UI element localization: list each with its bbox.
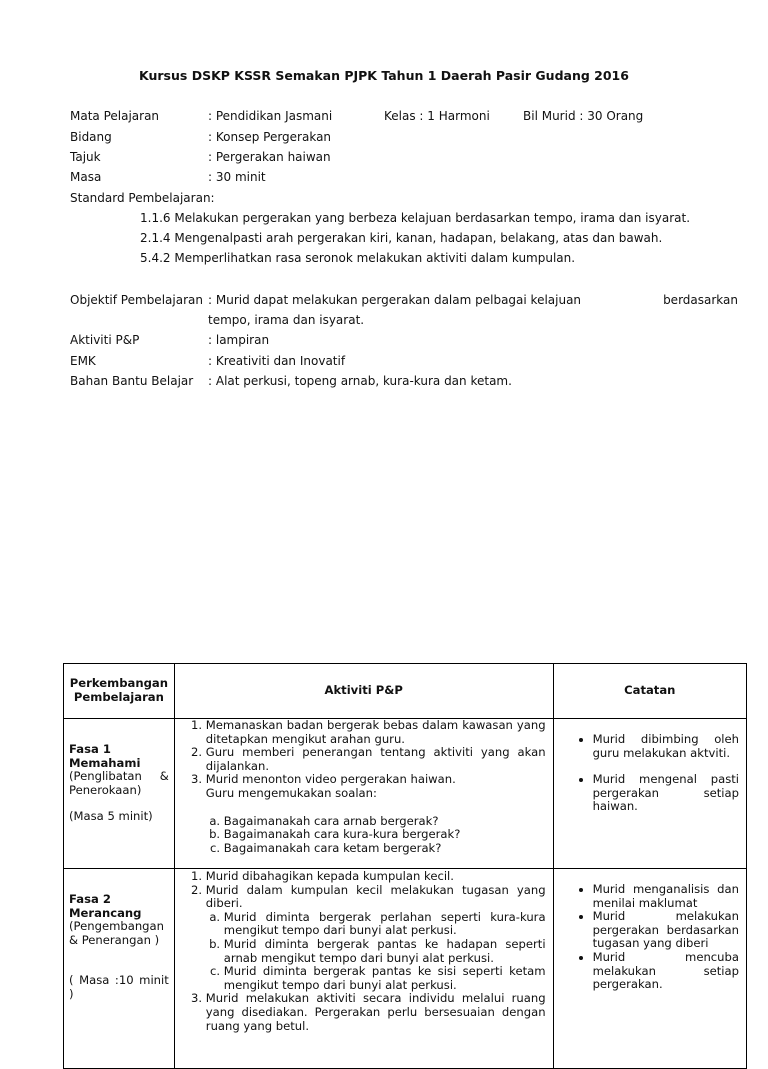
standard-label: Standard Pembelajaran: [70,191,215,205]
fase-subtitle: (Penglibatan & Penerokaan) [69,769,169,797]
catatan-cell [553,869,746,1069]
standard-item: 2.1.4 Mengenalpasti arah pergerakan kiri, kanan, hadapan, belakang, atas dan bawah. [140,231,663,245]
catatan-cell [553,719,746,869]
activity-step: 1. Murid dibahagikan kepada kumpulan kecil. [206,870,546,884]
table-row [64,869,747,1069]
lesson-plan-table [63,663,747,1069]
note-item: • Murid mencuba melakukan setiap pergerakan. [593,951,739,992]
objektif-value-line2: tempo, irama dan isyarat. [208,313,365,327]
sub-step-item: b. Murid diminta bergerak pantas ke hadapan seperti arnab mengikut tempo dari bunyi alat perkusi. [224,938,546,965]
aktiviti-label: Aktiviti P&P [70,333,140,347]
header-perkembangan: Perkembangan Pembelajaran [64,664,175,719]
note-item: • Murid mengenal pasti pergerakan setiap haiwan. [593,773,739,814]
page-title: Kursus DSKP KSSR Semakan PJPK Tahun 1 Daerah Pasir Gudang 2016 [139,68,629,83]
sub-step-list [206,911,546,993]
header-catatan: Catatan [553,664,746,719]
bahan-label: Bahan Bantu Belajar [70,374,194,388]
emk-value: : Kreativiti dan Inovatif [208,354,346,368]
note-item: • Murid melakukan pergerakan berdasarkan tugasan yang diberi [593,910,739,951]
note-item: • Murid dibimbing oleh guru melakukan aktviti. [593,733,739,760]
standard-item: 1.1.6 Melakukan pergerakan yang berbeza kelajuan berdasarkan tempo, irama dan isyarat. [140,211,691,225]
table-header-row [64,664,747,719]
kelas-value: Kelas : 1 Harmoni [384,109,490,123]
activity-step [206,884,546,993]
masa-value: : 30 minit [208,170,266,184]
aktiviti-value: : lampiran [208,333,270,347]
question-item: a. Bagaimanakah cara arnab bergerak? [224,815,546,829]
question-item: b. Bagaimanakah cara kura-kura bergerak? [224,828,546,842]
tajuk-label: Tajuk [70,150,101,164]
mata-pelajaran-label: Mata Pelajaran [70,109,160,123]
question-list [206,815,546,856]
mata-pelajaran-value: : Pendidikan Jasmani [208,109,333,123]
activity-step [206,773,546,855]
activity-step-extra: Guru mengemukakan soalan: [205,785,377,800]
bahan-value: : Alat perkusi, topeng arnab, kura-kura dan ketam. [208,374,512,388]
aktiviti-cell [174,719,553,869]
activity-step: 1. Memanaskan badan bergerak bebas dalam kawasan yang ditetapkan mengikut arahan guru. [206,719,546,746]
objektif-text-b: berdasarkan [663,293,738,307]
sub-step-item: a. Murid diminta bergerak perlahan seperti kura-kura mengikut tempo dari bunyi alat perkusi. [224,911,546,938]
bil-murid-value: Bil Murid : 30 Orang [523,109,644,123]
bidang-value: : Konsep Pergerakan [208,130,332,144]
activity-step: 2. Guru memberi penerangan tentang aktiviti yang akan dijalankan. [206,746,546,773]
objektif-text-a: : Murid dapat melakukan pergerakan dalam pelbagai kelajuan [208,293,582,307]
objektif-value-line1 [208,291,738,309]
activity-step: 3. Murid melakukan aktiviti secara individu melalui ruang yang disediakan. Pergerakan perlu bersesuaian dengan ruang yang betul. [206,992,546,1033]
fase-cell [64,719,175,869]
standard-item: 5.4.2 Memperlihatkan rasa seronok melakukan aktiviti dalam kumpulan. [140,251,576,265]
objektif-label: Objektif Pembelajaran [70,293,203,307]
fase-subtitle: (Pengembangan & Penerangan ) [69,919,164,947]
question-item: c. Bagaimanakah cara ketam bergerak? [224,842,546,856]
masa-label: Masa [70,170,102,184]
aktiviti-cell [174,869,553,1069]
fase-cell [64,869,175,1069]
emk-label: EMK [70,354,96,368]
header-aktiviti: Aktiviti P&P [174,664,553,719]
notes-list [555,883,745,992]
activity-list [176,870,552,1033]
notes-list [555,733,745,814]
activity-step-text: Murid menonton video pergerakan haiwan. [205,772,456,787]
table-row [64,719,747,869]
bidang-label: Bidang [70,130,112,144]
fase-title: Fasa 1 Memahami [69,742,141,770]
sub-step-item: c. Murid diminta bergerak pantas ke sisi seperti ketam mengikut tempo dari bunyi alat perkusi. [224,965,546,992]
fase-masa: (Masa 5 minit) [69,809,153,824]
fase-title: Fasa 2 Merancang [69,892,142,920]
fase-masa: ( Masa :10 minit ) [69,973,169,1001]
note-item: • Murid menganalisis dan menilai maklumat [593,883,739,910]
activity-step-text: Murid dalam kumpulan kecil melakukan tugasan yang diberi. [205,882,546,911]
activity-list [176,719,552,855]
tajuk-value: : Pergerakan haiwan [208,150,331,164]
